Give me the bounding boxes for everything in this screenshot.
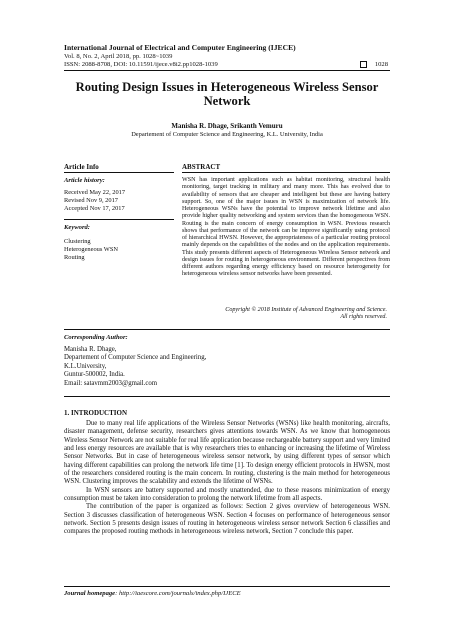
journal-name: International Journal of Electrical and Computer Engineering (IJECE) <box>64 43 296 52</box>
footer-rule <box>64 586 390 587</box>
corresponding-bottom-rule <box>64 396 390 397</box>
abstract-heading: ABSTRACT <box>182 163 221 171</box>
keyword-item: Clustering <box>64 238 91 245</box>
copyright-block <box>182 307 387 322</box>
rights-line: All rights reserved. <box>340 314 387 321</box>
accepted-date: Accepted Nov 17, 2017 <box>64 205 125 212</box>
page-number: 1028 <box>374 61 388 68</box>
keyword-rule <box>64 219 174 220</box>
corresponding-heading: Corresponding Author: <box>64 334 128 341</box>
paper-authors: Manisha R. Dhage, Srikanth Vemuru <box>171 122 283 130</box>
abstract-text: WSN has important applications such as habitat monitoring, structural health monitoring, target tracking in military and many more. This has evolved due to availability of sensors that are cheaper and intelligent but these are having battery support. So, one of the major issues in WSN is maximization of network life. Heterogeneous WSNs have the potential to improve network lifetime and also provide higher quality networking and system services than the homogeneous WSN. Routing is the main concern of energy consumption in WSN. Previous research shows that performance of the network can be improve significantly using protocol of hierarchical HWSN. However, the appropriateness of a particular routing protocol mainly depends on the capabilities of the nodes and on the application requirements. This study presents different aspects of Heterogeneous Wireless Sensor network and design issues for routing in heterogeneous environment. Different perspectives from different authors regarding energy efficiency based on resource heterogeneity for heterogeneous wireless sensor networks have been presented. <box>182 177 390 278</box>
corresponding-details <box>64 346 206 388</box>
copyright-line: Copyright © 2018 Institute of Advanced Engineering and Science. <box>225 307 387 313</box>
header-rule <box>64 70 390 71</box>
article-info-rule <box>64 172 174 173</box>
homepage-label: Journal homepage <box>64 590 116 597</box>
received-date: Received May 22, 2017 <box>64 189 126 196</box>
keyword-heading: Keyword: <box>64 224 91 231</box>
corresponding-top-rule <box>64 329 390 330</box>
paper-title: Routing Design Issues in Heterogeneous Wireless Sensor Network <box>75 80 379 108</box>
corresponding-line: K.L.University, <box>64 362 107 370</box>
page-number-block <box>360 61 388 68</box>
abstract-rule <box>182 172 390 173</box>
corresponding-line: Departement of Computer Science and Engineering, <box>64 354 207 362</box>
keyword-item: Routing <box>64 254 85 261</box>
journal-homepage <box>64 590 241 597</box>
paper-affiliation: Departement of Computer Science and Engineering, K.L. University, India <box>131 131 323 138</box>
homepage-url[interactable]: : http://iaescore.com/journals/index.php/IJECE <box>115 590 241 597</box>
keyword-item: Heterogeneous WSN <box>64 246 119 253</box>
introduction-paragraph: The contribution of the paper is organized as follows: Section 2 gives overview of heterogeneous WSN. Section 3 discusses classification of heterogeneous WSN. Section 4 focuses on performance of heterogeneous sensor network. Section 5 presents design issues of routing in heterogeneous wireless sensor network Section 6 classifies and compares the proposed routing methods in heterogeneous wireless network, Section 7 conclude this paper. <box>64 503 390 536</box>
introduction-body <box>64 420 390 537</box>
article-info-heading: Article Info <box>64 163 99 171</box>
square-icon <box>360 61 367 68</box>
corresponding-line: Email: satavmm2003@gmail.com <box>64 379 158 387</box>
journal-volume: Vol. 8, No. 2, April 2018, pp. 1028~1039 <box>64 53 173 60</box>
introduction-paragraph: In WSN sensors are battery supported and mostly unattended, due to these reasons minimization of energy consumption must be taken into consideration to prolong the network lifetime from all aspects. <box>64 486 390 503</box>
history-heading: Article history: <box>64 177 105 184</box>
revised-date: Revised Nov 9, 2017 <box>64 197 118 204</box>
introduction-heading: 1. INTRODUCTION <box>64 409 128 417</box>
corresponding-line: Guntur-500002, India. <box>64 371 125 379</box>
corresponding-line: Manisha R. Dhage, <box>64 346 117 353</box>
journal-issn: ISSN: 2088-8708, DOI: 10.11591/ijece.v8i2.pp1028-1039 <box>64 61 218 68</box>
introduction-paragraph: Due to many real life applications of the Wireless Sensor Networks (WSNs) like health monitoring, aircrafts, disaster management, defense security, researchers gives attentions towards WSN. As we know that homogeneous Wireless Sensor Network are not suitable for real life application because rechargeable battery support and very limited and less energy resources are available that is why researchers tries to enhancing or increasing the lifetime of Wireless Sensor Networks. But in case of heterogeneous wireless sensor network, by using different types of sensor which having different capabilities can prolong the network life time [1]. To design energy efficient protocols in HWSN, most of the researchers considered routing is the main concern. In routing, clustering is the main method for heterogeneous WSN. Clustering improves the scalability and extends the lifetime of WSNs. <box>64 420 390 486</box>
